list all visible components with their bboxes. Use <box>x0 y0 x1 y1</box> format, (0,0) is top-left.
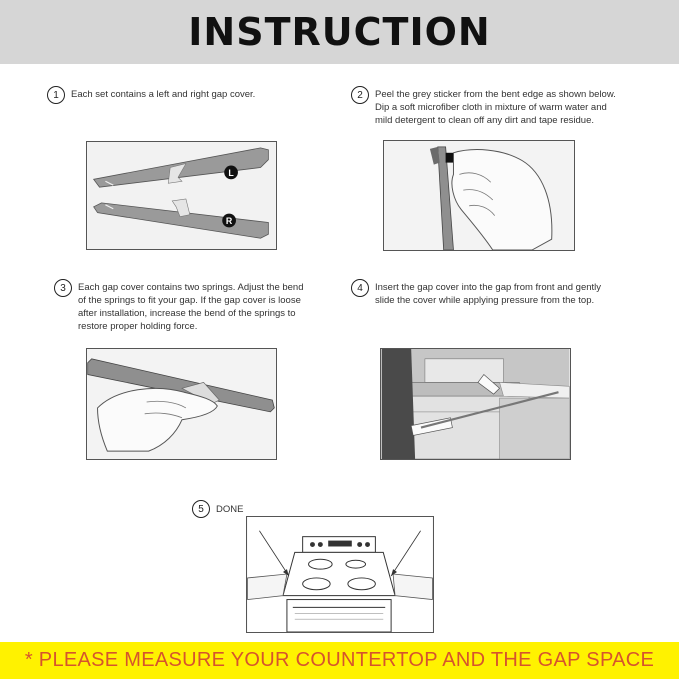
step-number-badge: 4 <box>351 279 369 297</box>
adjust-springs-image <box>86 348 277 460</box>
step-number-badge: 2 <box>351 86 369 104</box>
step-3 <box>54 281 344 333</box>
step-1 <box>47 88 327 104</box>
left-badge-label: L <box>228 167 234 178</box>
done-image <box>246 516 434 633</box>
step-text: Each set contains a left and right gap cover. <box>71 89 256 100</box>
step-number-badge: 5 <box>192 500 210 518</box>
done-illustration <box>247 517 433 632</box>
header-banner <box>0 0 679 64</box>
peel-sticker-image <box>383 140 575 251</box>
step-number-badge: 1 <box>47 86 65 104</box>
step-text: DONE <box>216 504 244 515</box>
step-number-badge: 3 <box>54 279 72 297</box>
footer-banner <box>0 642 679 679</box>
adjust-springs-illustration <box>87 349 276 459</box>
right-badge-label: R <box>225 215 233 226</box>
gap-covers-image <box>86 141 277 250</box>
peel-sticker-illustration <box>384 141 574 250</box>
insert-cover-illustration <box>381 349 570 459</box>
step-4 <box>351 281 651 307</box>
step-text: Each gap cover contains two springs. Adjust the bend of the springs to fit your gap. If the gap cover is loose after installation, increase the bend of the springs to restore proper holding force. <box>78 282 304 332</box>
step-text: Insert the gap cover into the gap from front and gently slide the cover while applying pressure from the top. <box>375 282 602 306</box>
insert-cover-image <box>380 348 571 460</box>
footer-note: * PLEASE MEASURE YOUR COUNTERTOP AND THE GAP SPACE <box>24 649 655 671</box>
gap-covers-illustration <box>87 142 276 249</box>
step-2 <box>351 88 651 127</box>
page-title: INSTRUCTION <box>188 10 491 54</box>
step-text: Peel the grey sticker from the bent edge as shown below. Dip a soft microfiber cloth in mixture of warm water and mild detergent to clean off any dirt and tape residue. <box>375 89 616 126</box>
